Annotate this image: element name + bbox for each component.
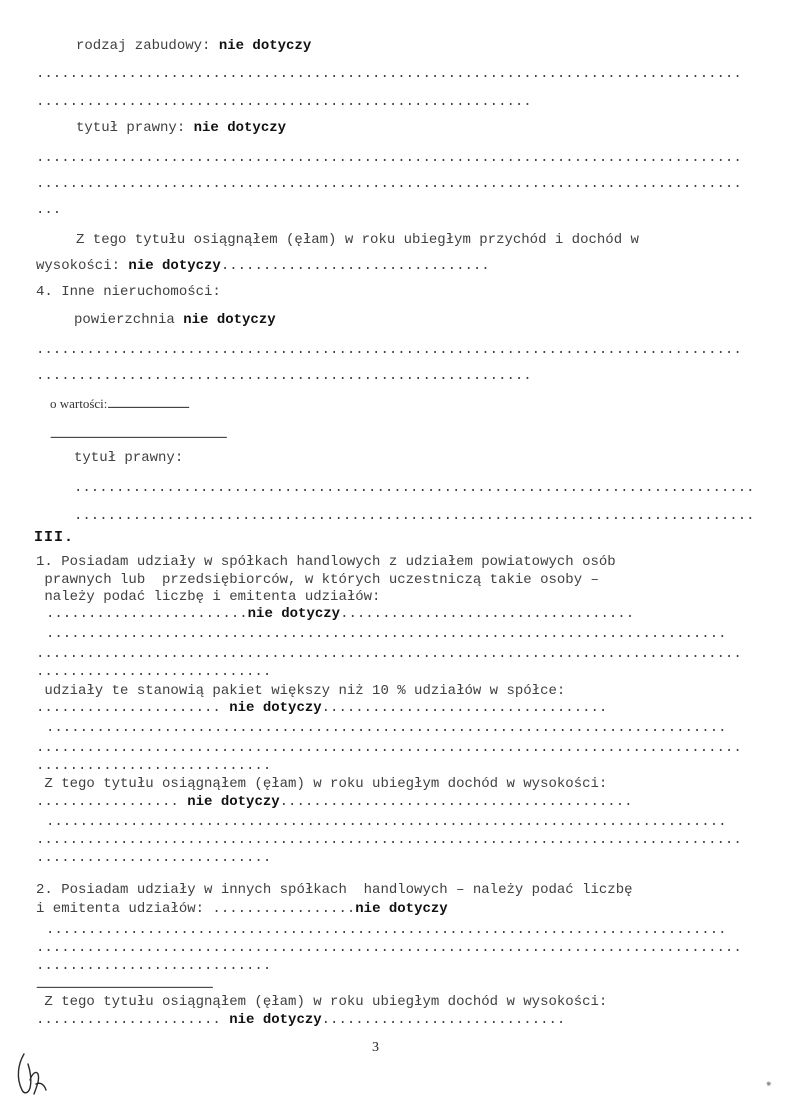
powierzchnia-value: nie dotyczy bbox=[183, 312, 276, 328]
section-III-heading: III. bbox=[34, 529, 75, 546]
dotted-line: .................................................................................... bbox=[36, 176, 742, 192]
dochod-1-tail-dots: .......................................... bbox=[279, 794, 633, 810]
p1-line-1: 1. Posiadam udziały w spółkach handlowych z udziałem powiatowych osób bbox=[36, 554, 616, 570]
powierzchnia-label: powierzchnia bbox=[74, 312, 184, 328]
p1-line-2: prawnych lub przedsiębiorców, w których uczestniczą takie osoby – bbox=[36, 572, 599, 588]
tytul-prawny-value: nie dotyczy bbox=[193, 120, 287, 136]
dochod-1-line: Z tego tytułu osiągnąłem (ęłam) w roku ubiegłym dochód w wysokości: bbox=[36, 776, 608, 792]
wartosc-dots: ................................................................................. bbox=[107, 400, 189, 411]
dotted-line: ................................................................................. bbox=[46, 922, 727, 938]
dotted-line: ........................................................... bbox=[36, 94, 532, 110]
tytul-prawny-line bbox=[76, 120, 286, 136]
pakiet-lead-dots: ...................... bbox=[36, 700, 230, 716]
pakiet-value: nie dotyczy bbox=[229, 700, 322, 716]
page-number: 3 bbox=[372, 1040, 379, 1055]
powierzchnia-line bbox=[74, 312, 276, 328]
dotted-line: .................................................................................... bbox=[36, 646, 742, 662]
dochod-2-tail-dots: ............................. bbox=[321, 1012, 566, 1028]
section-4-heading: 4. Inne nieruchomości: bbox=[36, 284, 221, 300]
dochod-2-line: Z tego tytułu osiągnąłem (ęłam) w roku ubiegłym dochód w wysokości: bbox=[36, 994, 608, 1010]
dotted-line-fine: ................................................................................................................................................................................ bbox=[36, 980, 212, 991]
signature-mark bbox=[14, 1050, 48, 1100]
income-line-1: Z tego tytułu osiągnąłem (ęłam) w roku ubiegłym przychód i dochód w bbox=[76, 232, 639, 248]
income-value: nie dotyczy bbox=[128, 258, 221, 274]
dotted-line: .................................................................................... bbox=[36, 740, 742, 756]
p2-value: nie dotyczy bbox=[355, 901, 448, 917]
dotted-line: .................................................................................... bbox=[36, 940, 742, 956]
p1-line-3: należy podać liczbę i emitenta udziałów: bbox=[36, 589, 381, 605]
dochod-1-value: nie dotyczy bbox=[187, 794, 280, 810]
dotted-line-fine: ................................................................................................................................................................................ bbox=[50, 430, 226, 441]
dotted-line: ........................................................... bbox=[36, 368, 532, 384]
tytul-prawny-2-label: tytuł prawny: bbox=[74, 450, 184, 466]
dotted-line: ............................ bbox=[36, 850, 272, 866]
dotted-line: ............................ bbox=[36, 664, 272, 680]
pakiet-value-line bbox=[36, 700, 607, 716]
income-label: wysokości: bbox=[36, 258, 129, 274]
dochod-2-value-line bbox=[36, 1012, 565, 1028]
p1-lead-dots: ........................ bbox=[46, 606, 248, 622]
dotted-line: .................................................................................... bbox=[36, 342, 742, 358]
dotted-line: ................................................................................. bbox=[74, 480, 755, 496]
dochod-2-lead-dots: ...................... bbox=[36, 1012, 230, 1028]
rodzaj-zabudowy-line bbox=[76, 38, 311, 54]
p2-label: i emitenta udziałów: ................. bbox=[36, 901, 356, 917]
dotted-line: .................................................................................... bbox=[36, 150, 742, 166]
dotted-line: ... bbox=[36, 202, 62, 218]
dochod-1-lead-dots: ................. bbox=[36, 794, 188, 810]
rodzaj-zabudowy-value: nie dotyczy bbox=[218, 38, 312, 54]
p1-tail-dots: ................................... bbox=[340, 606, 635, 622]
dotted-line: .................................................................................... bbox=[36, 832, 742, 848]
dotted-line: ................................................................................. bbox=[46, 720, 727, 736]
income-dots: ................................ bbox=[220, 258, 490, 274]
dochod-1-value-line bbox=[36, 794, 633, 810]
dotted-line: ................................................................................. bbox=[46, 814, 727, 830]
p1-value: nie dotyczy bbox=[247, 606, 341, 622]
dochod-2-value: nie dotyczy bbox=[229, 1012, 322, 1028]
tytul-prawny-label: tytuł prawny: bbox=[76, 120, 194, 136]
dotted-line: .................................................................................... bbox=[36, 66, 742, 82]
pakiet-tail-dots: .................................. bbox=[321, 700, 608, 716]
wartosc-label: o wartości: bbox=[50, 396, 108, 411]
dotted-line: ............................ bbox=[36, 758, 272, 774]
dotted-line: ................................................................................. bbox=[74, 508, 755, 524]
p1-value-line bbox=[46, 606, 634, 622]
wartosc-line bbox=[50, 396, 188, 414]
scan-speck: ⁕ bbox=[765, 1080, 773, 1090]
rodzaj-zabudowy-label: rodzaj zabudowy: bbox=[76, 38, 219, 54]
p2-line-2 bbox=[36, 901, 448, 917]
income-line-2 bbox=[36, 258, 490, 274]
dotted-line: ................................................................................. bbox=[46, 626, 727, 642]
dotted-line: ............................ bbox=[36, 958, 272, 974]
pakiet-line: udziały te stanowią pakiet większy niż 10 % udziałów w spółce: bbox=[36, 683, 566, 699]
p2-line-1: 2. Posiadam udziały w innych spółkach handlowych – należy podać liczbę bbox=[36, 882, 633, 898]
